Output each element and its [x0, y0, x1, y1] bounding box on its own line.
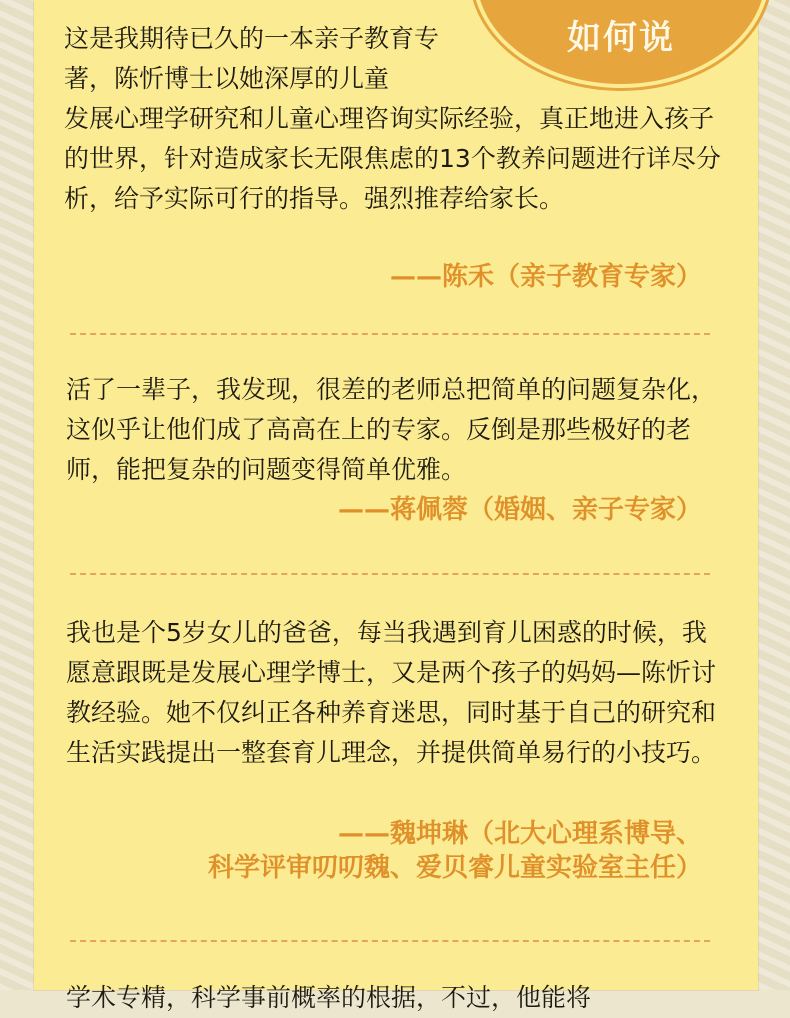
heading-badge: [472, 0, 770, 88]
quote-3-text: 我也是个5岁女儿的爸爸，每当我遇到育儿困惑的时候，我愿意跟既是发展心理学博士，又是两个孩子的妈妈—陈忻讨教经验。她不仅纠正各种养育迷思，同时基于自己的研究和生活实践提出一整套育儿理念，并提供简单易行的小技巧。: [66, 618, 717, 767]
badge-title: 如何说: [567, 18, 675, 58]
quote-4-text: 学术专精，科学事前概率的根据，不过，他能将: [66, 983, 592, 1012]
quote-1-line-a: [64, 19, 484, 99]
quote-1-part-1: 这是我期待已久的一本亲子教育专著，陈忻博士以她深厚的儿童: [64, 24, 440, 93]
quote-1-line-b: [64, 99, 724, 219]
recommendation-card: [34, 0, 758, 1012]
dashed-divider-3: [70, 940, 710, 942]
quote-3-author-line-1: ——魏坤琳（北大心理系博导、: [337, 819, 702, 849]
quote-2-author: ——蒋佩蓉（婚姻、亲子专家）: [337, 495, 702, 525]
dashed-divider-1: [70, 333, 710, 335]
quote-1-part-2: 发展心理学研究和儿童心理咨询实际经验，真正地进入孩子的世界，针对造成家长无限焦虑的13个教养问题进行详尽分析，给予实际可行的指导。强烈推荐给家长。: [64, 104, 721, 213]
quote-3-author-line-2: 科学评审叨叨魏、爱贝睿儿童实验室主任）: [207, 853, 702, 883]
dashed-divider-2: [70, 573, 710, 575]
quote-1-author: ——陈禾（亲子教育专家）: [389, 262, 702, 292]
quote-2-text: 活了一辈子，我发现，很差的老师总把简单的问题复杂化，这似乎让他们成了高高在上的专家。反倒是那些极好的老师，能把复杂的问题变得简单优雅。: [66, 375, 717, 484]
